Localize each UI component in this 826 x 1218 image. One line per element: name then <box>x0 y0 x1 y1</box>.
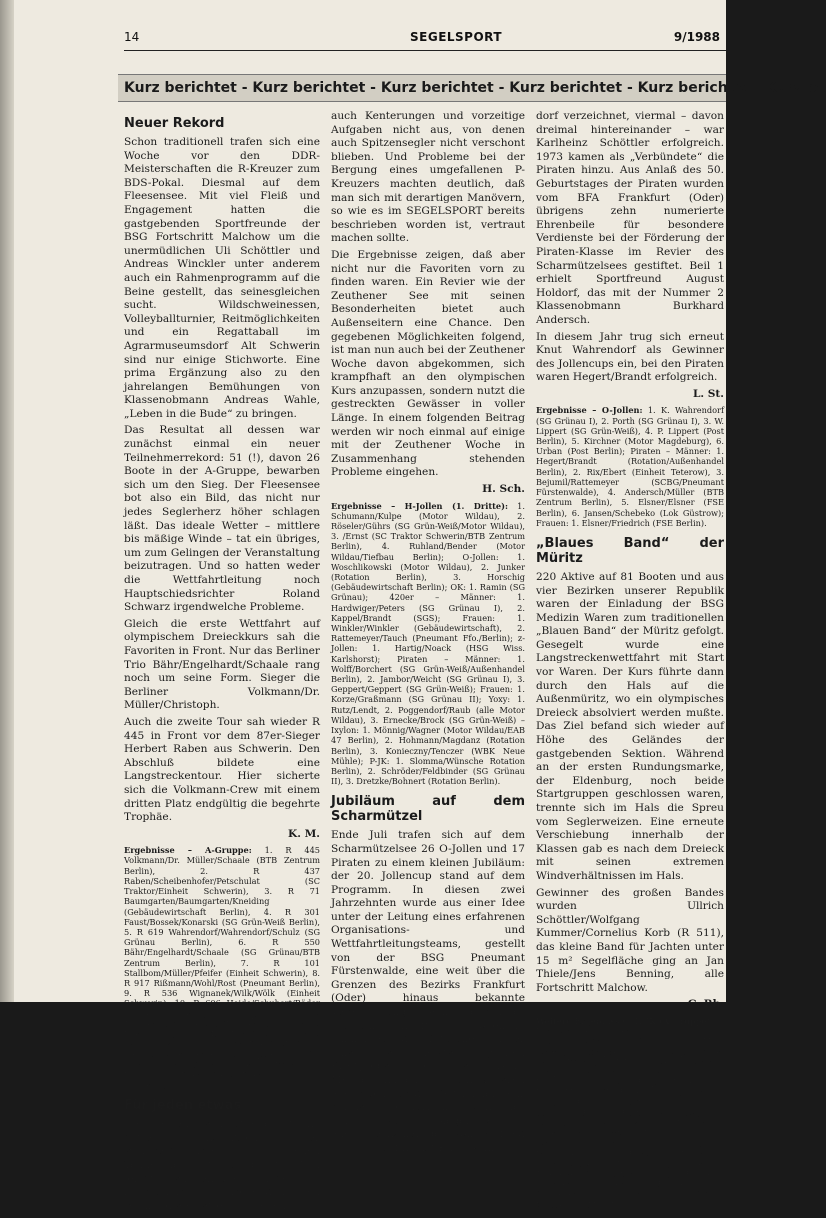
author-signature: H. Sch. <box>482 483 525 496</box>
results-block <box>124 845 320 1090</box>
results-text: 2. Ecks/Krause/Reinsberg, 3. Grundmann/Grundmann/Thiele (alle Med. Waren); B-Gruppe: 1. Kalk/Kappel/Kittel (Med. Waren) – P-JK: 1. Kettner/Krämer (Emp. Röbel/Mot. Rechlin), 2. Hackbusch/Kubisink (Emp. Röbel), 3. Feiten/Michels (Tr. Ribe/Lok Plau); Pirat: 1. Schubert/Bühring (S/H Rostock), 2. Uschtusen/Ruse (Fort. Malchow), 3. Weiss/Gruel (Med. Waren); Ixylon: 1. Scherpinski/Koberstein (Mot. Rechlin), 2. Waade/Pohla (Tr. Kiebe/Lok Plau), 3. Pohl/Ohle (Turb. Rostock); Yoxy: 1. Schmidt/Osterloh (Emp. Röbel); z-Jollen: 1. Thiele/Benning (Fort. Malchow); C-Boote: 1. Zimmermann/Lehdemann: Hiddensee: 1. Ohlmeier/Ohlmeier/Schröde/Ahrendt; OK: 1. Künzle (alle Med. Waren). <box>536 1015 724 1210</box>
article-title-blaues-band: „Blaues Band“ der Müritz <box>536 535 724 566</box>
paragraph: Die Ergebnisse zeigen, daß aber nicht nur die Favoriten vorn zu finden waren. Ein Revier wie der Zeuthener See mit seinen Besonderheiten bietet auch Außenseitern eine Chance. Den gegebenen Möglichkeiten folgend, ist man nun auch bei der Zeuthener Woche davon abgekommen, sich krampfhaft an den olympischen Kurs anzupassen, sondern nutzt die gestreckten Gewässer in voller Länge. In einem folgenden Beitrag werden wir noch einmal auf einige mit der Zeuthener Woche in Zusammenhang stehenden Probleme eingehen. <box>331 248 525 479</box>
results-label: Ergebnisse – O-Jollen: <box>536 405 643 416</box>
article-title-neuer-rekord: Neuer Rekord <box>124 116 225 131</box>
results-block <box>536 1016 724 1210</box>
section-band <box>118 74 826 102</box>
author-signature: G. Rh. <box>687 998 724 1011</box>
paragraph: In diesem Jahr trug sich erneut Knut Wahrendorf als Gewinner des Jollencups ein, bei den Piraten waren Hegert/Brandt erfolgreich. <box>536 330 724 384</box>
header-rule <box>124 50 726 51</box>
results-text: 1. K. Wahrendorf (SG Grünau I), 2. Porth (SG Grünau I), 3. W. Lippert (SG Grün-Weiß), 4. P. Lippert (Post Berlin), 5. Kirchner (Motor Magdeburg), 6. Urban (Post Berlin); Piraten – Männer: 1. Hegert/Brandt (Rotation/Außenhandel Berlin), 2. Rix/Ebert (Einheit Teterow), 3. Bejumil/Rattemeyer (SCBG/Pneumant Fürstenwalde), 4. Andersch/Müller (BTB Zentrum Berlin), 5. Elsner/Elsner (FSE Berlin), 6. Jansen/Schebeko (Lok Güstrow); Frauen: 1. Elsner/Friedrich (FSE Berlin). <box>536 405 725 528</box>
results-block <box>331 501 525 787</box>
issue-number: 9/1988 <box>673 30 720 44</box>
paragraph: Schon traditionell trafen sich eine Woche vor den DDR-Meisterschaften die R-Kreuzer zum BDS-Pokal. Diesmal auf dem Fleesensee. Mit viel Fleiß und Engagement hatten die gastgebenden Sportfreunde der BSG Fortschritt Malchow um die unermüdlichen Uli Schöttler und Andreas Winckler unter anderem auch ein Rahmenprogramm auf die Beine gestellt, das seinesgleichen sucht. Wildschweinessen, Volleyballturnier, Reitmöglichkeiten und ein Regattaball im Agrarmuseumsdorf Alt Schwerin sind nur einige Stichworte. Eine prima Ergänzung also zu den jahrelangen Bemühungen von Klassenobmann Andreas Wahle, „Leben in die Bude“ zu bringen. <box>124 136 320 420</box>
section-band-text: Kurz berichtet - Kurz berichtet - Kurz berichtet - Kurz berichtet - Kurz berichtet - Kurz be <box>124 80 826 96</box>
article-title-fuer-jeden-etwas: Für jeden etwas <box>124 1098 242 1114</box>
paragraph: Gleich die erste Wettfahrt auf olympischem Dreieckkurs sah die Favoriten in Front. Nur das Berliner Trio Bähr/Engelhardt/Schaale rang noch um seine Form. Sieger die Berliner Volkmann/Dr. Müller/Christoph. <box>124 617 320 712</box>
paragraph: Auch die zweite Tour sah wieder R 445 in Front vor dem 87er-Sieger Herbert Raben aus Schwerin. Den Abschluß bildete eine Langstreckentour. Hier sicherte sich die Volkmann-Crew mit einem dritten Platz endgültig die begehrte Trophäe. <box>124 715 320 824</box>
page-header <box>124 30 726 48</box>
results-text: 1. Schumann/Kulpe (Motor Wildau), 2. Röseler/Gührs (SG Grün-Weiß/Motor Wildau), 3. /Ernst (SC Traktor Schwerin/BTB Zentrum Berlin), 4. Ruhland/Bender (Motor Wildau/Tiefbau Berlin); O-Jollen: 1. Woschlikowski (Motor Wildau), 2. Junker (Rotation Berlin), 3. Horschig (Gebäudewirtschaft Berlin); OK: 1. Ramin (SG Grünau); 420er – Männer: 1. Hardwiger/Peters (SG Grünau I), 2. Kappel/Brandt (SGS); Frauen: 1. Winkler/Winkler (Gebäudewirtschaft), 2. Rattemeyer/Tauch (Pneumant Ffo./Berlin); z-Jollen: 1. Hartig/Noack (HSG Wiss. Karlshorst); Piraten – Männer: 1. Wolff/Borchert (SG Grün-Weiß/Außenhandel Berlin), 2. Jambor/Weicht (SG Grünau I), 3. Geppert/Geppert (SG Grün-Weiß); Frauen: 1. Korze/Graßmann (SG Grünau II); Yoxy: 1. Rutz/Lendt, 2. Poggendorf/Raub (alle Motor Wildau), 3. Ernecke/Brock (SG Grün-Weiß) – Ixylon: 1. Mönnig/Wagner (Motor Wildau/EAB 47 Berlin), 2. Hohmann/Magdanz (Rotation Berlin), 3. Konieczny/Tenczer (WBK Neue Mühle); P-JK: 1. Slomma/Wünsche Rotation Berlin), 2. Schröder/Feldbinder (SG Grünau II), 3. Dretzke/Bohnert (Rotation Berlin). <box>331 500 525 787</box>
results-block <box>536 405 724 527</box>
paragraph: Gewinner des großen Bandes wurden Ullrich Schöttler/Wolfgang Kummer/Cornelius Korb (R 511), das kleine Band für Jachten unter 15 m² Segelfläche ging an Jan Thiele/Jens Benning, alle Fortschritt Malchow. <box>536 886 724 994</box>
results-label: Ergebnisse – H-Jollen (1. Dritte): <box>331 500 508 511</box>
paragraph: dorf verzeichnet, viermal – davon dreimal hintereinander – war Karlheinz Schöttler erfolgreich. 1973 kamen als „Verbündete“ die Piraten hinzu. Aus Anlaß des 50. Geburtstages der Piraten wurden vom BFA Frankfurt (Oder) übrigens zehn numerierte Ehrenbeile für besondere Verdienste bei der Förderung der Piraten-Klasse im Revier des Scharmützelsees gestiftet. Beil 1 erhielt Sportfreund August Holdorf, das mit der Nummer 2 Klassenobmann Burkhard Andersch. <box>536 110 724 326</box>
paragraph: Die diesjährige Zeuthener Woche hatte hinsichtlich der Windverhältnisse für jeden Teilnehmer etwas parat. Von leichten Winden über „Lächer“ bis zu stürmisch auffrischenden Böen reichte die Palette. So blieben <box>124 1118 320 1212</box>
column-2 <box>331 110 525 1159</box>
paragraph: auch Kenterungen und vorzeitige Aufgaben nicht aus, von denen auch Spitzensegler nicht verschont blieben. Und Probleme bei der Bergung eines umgefallenen P-Kreuzers machten deutlich, daß man sich mit derartigen Manövern, so wie es im SEGELSPORT bereits beschrieben worden ist, vertraut machen sollte. <box>331 110 525 245</box>
paragraph: Das Resultat all dessen war zunächst einmal ein neuer Teilnehmerrekord: 51 (!), davon 26 Boote in der A-Gruppe, bewarben sich um den Sieg. Der Fleesensee bot also ein Bild, das nicht nur jedes Seglerherz höher schlagen läßt. Das ideale Wetter – mittlere bis mäßige Winde – tat ein übriges, um zum Gelingen der Veranstaltung beizutragen. Und so hatten weder die Wettfahrtleitung noch Hauptschiedsrichter Roland Schwarz irgendwelche Probleme. <box>124 424 320 614</box>
page-number: 14 <box>124 30 140 44</box>
author-signature: K. M. <box>288 827 320 840</box>
binding-edge <box>0 0 14 1002</box>
results-label: Ergebnisse – A-Gruppe: <box>124 845 252 856</box>
article-title-jubilaeum: Jubiläum auf dem Scharmützel <box>331 794 525 825</box>
paragraph: 220 Aktive auf 81 Booten und aus vier Bezirken unserer Republik waren der Einladung der BSG Medizin Waren zum traditionellen „Blauen Band“ der Müritz gefolgt. Gesegelt wurde eine Langstreckenwettfahrt mit Start vor Waren. Der Kurs führte dann durch den Hals auf die Außenmüritz, wo ein olympisches Dreieck absolviert werden mußte. Das Ziel befand sich wieder auf Höhe des Geländes der gastgebenden Sektion. Während an der ersten Rundungsmarke, der Eldenburg, noch beide Startgruppen geschlossen waren, trennte sich im Hals die Spreu vom Seglerweizen. Eine erneute Verschiebung innerhalb der Klassen gab es nach dem Dreieck mit seinen extremen Windverhältnissen im Hals. <box>536 570 724 882</box>
paragraph: Ende Juli trafen sich auf dem Scharmützelsee 26 O-Jollen und 17 Piraten zu einem kleinen Jubiläum: der 20. Jollencup stand auf dem Programm. In diesen zwei Jahrzehnten wurde aus einer Idee unter der Leitung eines erfahrenen Organisations- und Wettfahrtleitungsteams, gestellt von der BSG Pneumant Fürstenwalde, eine weit über die Grenzen des Bezirks Frankfurt (Oder) hinaus bekannte Veranstaltung. Sein besonderes Fluidum schöpft der Jollencup einmal aus der Tatsache, daß er eine der letzten großen Kraftproben vor den DDR-Meisterschaften ist, zum anderen aber auch aus der fast immer sehr starken Konkurrenz. Klinisches Flair bis zu den Siegerlisten. So allein sechsmal der von Wilfried Lippert, fünfmal ist Knut Wahren- <box>331 829 525 1154</box>
column-3 <box>536 110 724 1218</box>
results-text: 1. R 445 Volkmann/Dr. Müller/Schaale (BTB Zentrum Berlin), 2. R 437 Raben/Scheibenhofer/Petschulat (SC Traktor/Einheit Schwerin), 3. R 71 Baumgarten/Baumgarten/Kneiding (Gebäudewirtschaft Berlin), 4. R 301 Faust/Bossek/Konarski (SG Grün-Weiß Berlin), 5. R 619 Wahrendorf/Wahrendorf/Schulz (SG Grünau Berlin), 6. R 550 Bähr/Engelhardt/Schaale (SG Grünau/BTB Zentrum Berlin), 7. R 101 Stallbom/Müller/Pfeifer (Einheit Schwerin), 8. R 917 Rißmann/Wohl/Rost (Pneumant Berlin), 9. R 536 Wignanek/Wilk/Wölk (Einheit Schwerin), 10. R 606 Heide/Schubert/Räder (Einheit Schwerin). – B-Gruppe: 1. R 279 Theuerkauf/Theuerkauf/Theuerkauf (Keramik Rheinsberg), 2. R 400 Ecks/Ecks/Schönrock (Medizin Waren), 3. R 645 Dietrich/Voß/Rau (Veritas Wittenberge): – C-Gruppe: 1. R 134 Ahrendt/Ahrendt/Ahrendt (Medizin Waren), 2. R 115 Dierke/Dierke/Dierke (Einheit Schwerin). <box>124 845 320 1090</box>
column-1 <box>124 110 320 1216</box>
magazine-title: SEGELSPORT <box>410 30 503 44</box>
author-signature: L. St. <box>692 387 724 400</box>
results-label: Weitere Ergebnisse – R-JK (A-Gruppe): <box>536 1015 714 1026</box>
